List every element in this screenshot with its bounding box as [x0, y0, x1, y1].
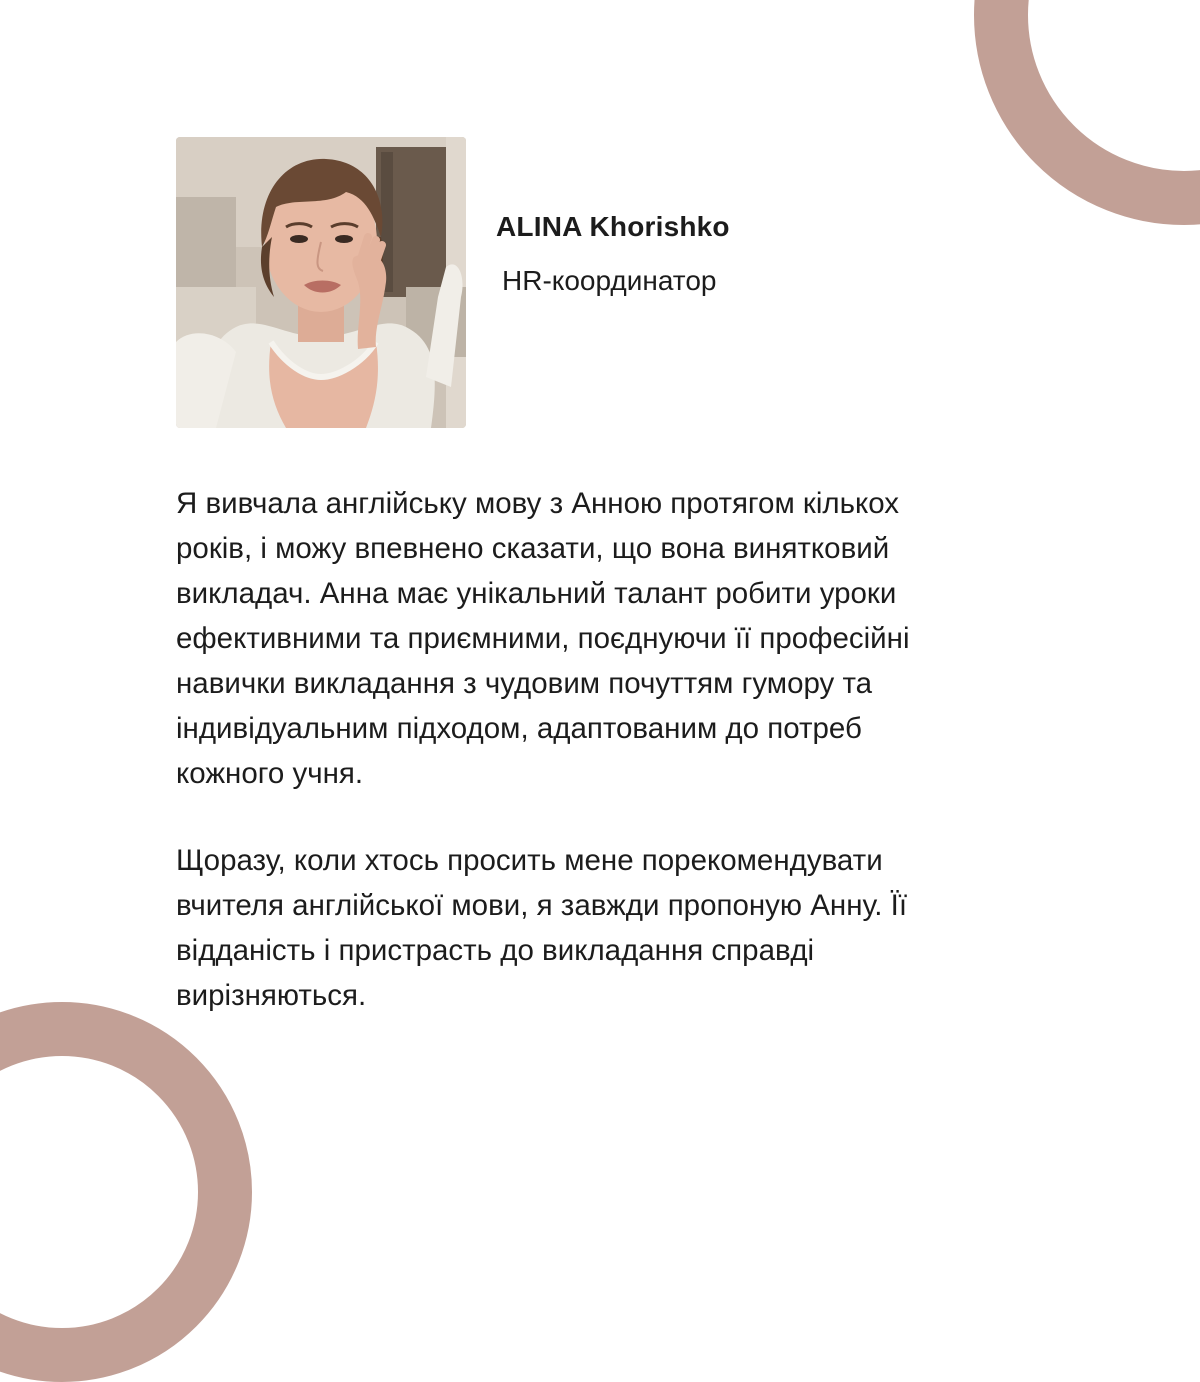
author-name: ALINA Khorishko [496, 211, 730, 242]
testimonial-paragraph-1: Я вивчала англійську мову з Анною протягом кількох років, і можу впевнено сказати, що вона винятковий викладач. Анна має унікальний талант робити уроки ефективними та приємними, поєднуючи її професійні навички викладання з чудовим почуттям гумору та індивідуальним підходом, адаптованим до потреб кожного учня. [176, 487, 910, 790]
testimonial-paragraph-2: Щоразу, коли хтось просить мене порекомендувати вчителя англійської мови, я завжди пропоную Анну. Її відданість і пристрасть до викладання справді вирізняються. [176, 844, 908, 1012]
decorative-ring-top-right [974, 0, 1200, 225]
author-role: HR-координатор [502, 265, 717, 296]
decorative-ring-bottom-left [0, 1002, 252, 1382]
author-photo [176, 137, 466, 428]
